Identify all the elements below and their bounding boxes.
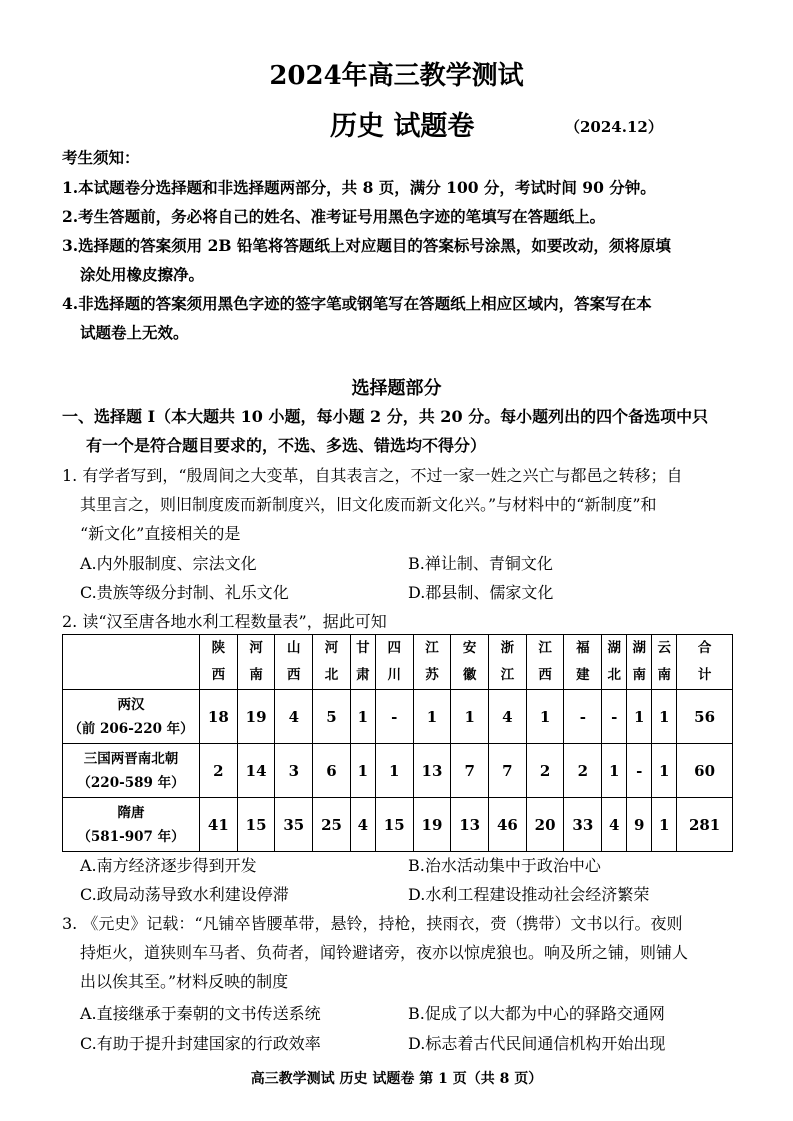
table-cell: 1	[451, 690, 489, 744]
section-title: 选择题部分	[351, 378, 442, 399]
table-cell: 4	[489, 690, 527, 744]
table-cell: -	[375, 690, 413, 744]
question-1-text: “新文化”直接相关的是	[80, 524, 241, 543]
table-cell: 13	[413, 744, 451, 798]
table-column-header: 福 建	[564, 635, 602, 690]
table-cell: 4	[350, 798, 375, 852]
page-footer: 高三教学测试 历史 试题卷 第 1 页（共 8 页）	[250, 1071, 543, 1087]
table-cell: 25	[313, 798, 351, 852]
table-cell: 6	[313, 744, 351, 798]
table-cell: 56	[677, 690, 733, 744]
table-cell: 7	[451, 744, 489, 798]
table-column-header: 甘 肃	[350, 635, 375, 690]
table-column-header: 安 徽	[451, 635, 489, 690]
question-1-option-d[interactable]: D.郡县制、儒家文化	[408, 583, 554, 602]
question-3-text: 3. 《元史》记载：“凡铺卒皆腰革带，悬铃，持枪，挟雨衣，赍（携带）文书以行。夜则	[62, 914, 683, 933]
table-cell: -	[564, 690, 602, 744]
table-row	[63, 744, 733, 798]
table-cell: 46	[489, 798, 527, 852]
table-cell: 1	[652, 690, 677, 744]
table-column-header: 江 苏	[413, 635, 451, 690]
table-column-header: 江 西	[526, 635, 564, 690]
notice-line: 2.考生答题前，务必将自己的姓名、准考证号用黑色字迹的笔填写在答题纸上。	[62, 207, 606, 226]
table-column-header: 湖 北	[602, 635, 627, 690]
question-1-option-b[interactable]: B.禅让制、青铜文化	[408, 554, 553, 573]
notice-heading: 考生须知：	[62, 148, 140, 167]
table-column-header: 四 川	[375, 635, 413, 690]
table-cell: 3	[275, 744, 313, 798]
question-3-text: 出以俟其至。”材料反映的制度	[80, 972, 289, 991]
table-cell: -	[627, 744, 652, 798]
table-cell: 19	[237, 690, 275, 744]
table-cell: 9	[627, 798, 652, 852]
table-row-label: 三国两晋南北朝 （220-589 年）	[63, 744, 200, 798]
table-cell: 2	[526, 744, 564, 798]
question-2-option-b[interactable]: B.治水活动集中于政治中心	[408, 856, 601, 875]
table-cell: 1	[375, 744, 413, 798]
table-column-header: 合 计	[677, 635, 733, 690]
table-cell: 19	[413, 798, 451, 852]
table-cell: 1	[652, 744, 677, 798]
table-cell: 1	[652, 798, 677, 852]
table-cell: -	[602, 690, 627, 744]
table-cell: 1	[627, 690, 652, 744]
question-3-option-d[interactable]: D.标志着古代民间通信机构开始出现	[408, 1034, 666, 1053]
table-cell: 33	[564, 798, 602, 852]
table-cell: 14	[237, 744, 275, 798]
table-cell: 1	[350, 744, 375, 798]
table-cell: 41	[200, 798, 238, 852]
table-cell: 4	[602, 798, 627, 852]
table-cell: 7	[489, 744, 527, 798]
table-row-label: 两汉 （前 206-220 年）	[63, 690, 200, 744]
table-cell: 15	[375, 798, 413, 852]
question-2-option-d[interactable]: D.水利工程建设推动社会经济繁荣	[408, 885, 650, 904]
exam-title: 2024年高三教学测试	[269, 61, 524, 91]
exam-subtitle: 历史 试题卷	[330, 111, 475, 142]
table-cell: 60	[677, 744, 733, 798]
notice-line: 涂处用橡皮擦净。	[80, 265, 205, 284]
question-1-text: 1. 有学者写到，“殷周间之大变革，自其表言之，不过一家一姓之兴亡与都邑之转移；自	[62, 466, 683, 485]
section-instruction: 一、选择题 I（本大题共 10 小题，每小题 2 分，共 20 分。每小题列出的四个备选项中只	[62, 407, 709, 426]
table-cell: 5	[313, 690, 351, 744]
table-cell: 2	[200, 744, 238, 798]
table-row-label: 隋唐 （581-907 年）	[63, 798, 200, 852]
table-column-header: 湖 南	[627, 635, 652, 690]
question-2-option-a[interactable]: A.南方经济逐步得到开发	[80, 856, 257, 875]
table-corner-cell	[63, 635, 200, 690]
section-instruction: 有一个是符合题目要求的，不选、多选、错选均不得分）	[86, 436, 487, 455]
table-cell: 1	[602, 744, 627, 798]
table-cell: 1	[350, 690, 375, 744]
table-row	[63, 690, 733, 744]
notice-line: 3.选择题的答案须用 2B 铅笔将答题纸上对应题目的答案标号涂黑，如要改动，须将原填	[62, 236, 671, 255]
question-1-option-a[interactable]: A.内外服制度、宗法文化	[80, 554, 257, 573]
question-3-option-a[interactable]: A.直接继承于秦朝的文书传送系统	[80, 1004, 321, 1023]
question-3-option-c[interactable]: C.有助于提升封建国家的行政效率	[80, 1034, 321, 1053]
table-cell: 35	[275, 798, 313, 852]
table-column-header: 浙 江	[489, 635, 527, 690]
notice-line: 1.本试题卷分选择题和非选择题两部分，共 8 页，满分 100 分，考试时间 90 分钟。	[62, 178, 656, 197]
table-cell: 4	[275, 690, 313, 744]
table-column-header: 山 西	[275, 635, 313, 690]
table-cell: 15	[237, 798, 275, 852]
question-3-text: 持炬火，道狭则车马者、负荷者，闻铃避诸旁，夜亦以惊虎狼也。响及所之铺，则铺人	[80, 943, 689, 962]
table-column-header: 河 南	[237, 635, 275, 690]
table-column-header: 陕 西	[200, 635, 238, 690]
table-row	[63, 798, 733, 852]
question-1-text: 其里言之，则旧制度废而新制度兴，旧文化废而新文化兴。”与材料中的“新制度”和	[80, 495, 657, 514]
notice-line: 试题卷上无效。	[80, 323, 189, 342]
table-cell: 281	[677, 798, 733, 852]
table-column-header: 云 南	[652, 635, 677, 690]
question-3-option-b[interactable]: B.促成了以大都为中心的驿路交通网	[408, 1004, 665, 1023]
table-cell: 13	[451, 798, 489, 852]
table-column-header: 河 北	[313, 635, 351, 690]
table-cell: 18	[200, 690, 238, 744]
exam-date: （2024.12）	[565, 118, 663, 136]
table-cell: 2	[564, 744, 602, 798]
table-cell: 1	[526, 690, 564, 744]
question-2-option-c[interactable]: C.政局动荡导致水利建设停滞	[80, 885, 289, 904]
table-cell: 1	[413, 690, 451, 744]
question-2-text: 2. 读“汉至唐各地水利工程数量表”，据此可知	[62, 612, 387, 631]
exam-subtitle-row	[0, 104, 793, 140]
notice-line: 4.非选择题的答案须用黑色字迹的签字笔或钢笔写在答题纸上相应区域内，答案写在本	[62, 294, 652, 313]
table-cell: 20	[526, 798, 564, 852]
water-projects-table	[62, 634, 733, 852]
question-1-option-c[interactable]: C.贵族等级分封制、礼乐文化	[80, 583, 289, 602]
table-header-row	[63, 635, 733, 690]
